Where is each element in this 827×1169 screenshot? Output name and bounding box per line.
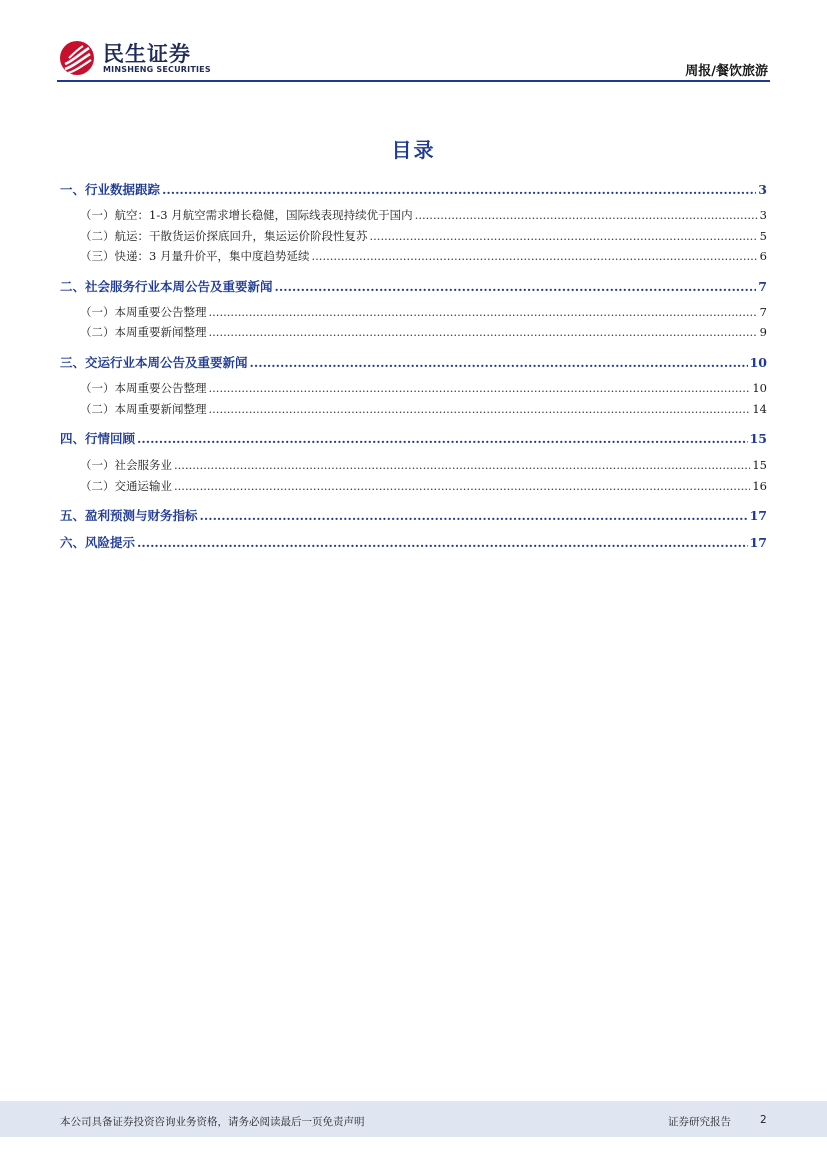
toc-leader bbox=[162, 182, 756, 197]
toc-entry[interactable] bbox=[80, 304, 767, 320]
page-footer bbox=[0, 1101, 827, 1137]
toc-entry-page: 14 bbox=[752, 402, 767, 416]
toc-leader bbox=[209, 305, 758, 319]
toc-leader bbox=[200, 508, 748, 523]
toc-entry-text: （二）本周重要新闻整理 bbox=[80, 325, 207, 339]
toc-entry-text: 五、盈利预测与财务指标 bbox=[60, 508, 198, 523]
toc-entry[interactable] bbox=[60, 429, 767, 447]
toc-entry-page: 7 bbox=[758, 279, 767, 294]
page-header bbox=[57, 36, 770, 84]
header-divider bbox=[57, 80, 770, 82]
toc-entry-text: 二、社会服务行业本周公告及重要新闻 bbox=[60, 279, 273, 294]
toc-entry-page: 10 bbox=[749, 355, 767, 370]
toc-entry-text: 四、行情回顾 bbox=[60, 431, 136, 446]
toc-entry-page: 16 bbox=[752, 479, 767, 493]
page-number: 2 bbox=[760, 1114, 767, 1126]
toc-leader bbox=[209, 402, 751, 416]
toc-entry-text: （二）航运：干散货运价探底回升，集运运价阶段性复苏 bbox=[80, 229, 368, 243]
footer-report-label: 证券研究报告 bbox=[668, 1116, 731, 1128]
toc-leader bbox=[137, 431, 748, 446]
toc-entry[interactable] bbox=[80, 324, 767, 340]
toc-entry-page: 3 bbox=[758, 182, 767, 197]
toc-leader bbox=[250, 355, 748, 370]
minsheng-logo-icon bbox=[59, 40, 95, 76]
toc-entry[interactable] bbox=[60, 180, 767, 198]
toc-entry-page: 5 bbox=[759, 229, 767, 243]
toc-entry-text: 三、交运行业本周公告及重要新闻 bbox=[60, 355, 248, 370]
toc-entry-page: 3 bbox=[759, 208, 767, 222]
toc-leader bbox=[209, 325, 758, 339]
toc-entry-page: 10 bbox=[752, 381, 767, 395]
toc-entry[interactable] bbox=[80, 207, 767, 223]
toc-entry-page: 15 bbox=[752, 458, 767, 472]
toc-entry-text: （三）快递：3 月量升价平，集中度趋势延续 bbox=[80, 249, 310, 263]
report-type-label: 周报/餐饮旅游 bbox=[685, 64, 768, 79]
toc-leader bbox=[209, 381, 751, 395]
toc-entry-page: 6 bbox=[759, 249, 767, 263]
toc-entry-text: （二）交通运输业 bbox=[80, 479, 172, 493]
toc-entry-page: 17 bbox=[749, 508, 767, 523]
toc-leader bbox=[137, 535, 748, 550]
toc-entry-text: 一、行业数据跟踪 bbox=[60, 182, 161, 197]
toc-entry[interactable] bbox=[60, 533, 767, 551]
toc-entry[interactable] bbox=[60, 353, 767, 371]
toc-entry-text: （一）本周重要公告整理 bbox=[80, 381, 207, 395]
toc-entry-page: 9 bbox=[759, 325, 767, 339]
toc-leader bbox=[174, 479, 750, 493]
toc-entry-page: 17 bbox=[749, 535, 767, 550]
toc-entry-text: 六、风险提示 bbox=[60, 535, 136, 550]
toc-leader bbox=[370, 229, 758, 243]
toc-entry[interactable] bbox=[80, 457, 767, 473]
toc-entry[interactable] bbox=[80, 228, 767, 244]
toc-leader bbox=[415, 208, 758, 222]
toc-entry[interactable] bbox=[60, 506, 767, 524]
logo-text-en: MINSHENG SECURITIES bbox=[103, 65, 211, 74]
toc-entry[interactable] bbox=[80, 401, 767, 417]
toc-title: 目录 bbox=[391, 138, 436, 162]
toc-entry[interactable] bbox=[60, 277, 767, 295]
toc-entry[interactable] bbox=[80, 248, 767, 264]
company-logo bbox=[57, 36, 217, 80]
toc-entry-page: 7 bbox=[759, 305, 767, 319]
logo-text-cn: 民生证券 bbox=[103, 42, 191, 66]
toc-leader bbox=[311, 249, 757, 263]
toc-leader bbox=[174, 458, 750, 472]
toc-entry-text: （一）航空：1-3 月航空需求增长稳健，国际线表现持续优于国内 bbox=[80, 208, 413, 222]
toc-entry[interactable] bbox=[80, 478, 767, 494]
toc-entry-text: （一）本周重要公告整理 bbox=[80, 305, 207, 319]
toc-entry-text: （二）本周重要新闻整理 bbox=[80, 402, 207, 416]
toc-entry[interactable] bbox=[80, 380, 767, 396]
toc-leader bbox=[275, 279, 757, 294]
toc-entry-text: （一）社会服务业 bbox=[80, 458, 172, 472]
toc-entry-page: 15 bbox=[749, 431, 767, 446]
footer-disclaimer: 本公司具备证券投资咨询业务资格，请务必阅读最后一页免责声明 bbox=[60, 1116, 365, 1128]
